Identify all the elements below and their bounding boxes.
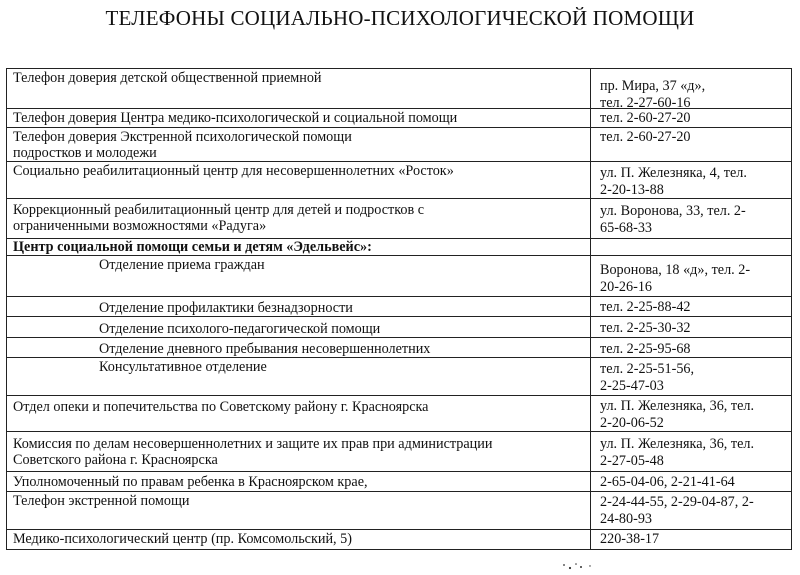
org-text: Комиссия по делам несовершеннолетних и защите их прав при администрации xyxy=(13,436,493,452)
org-text: Отделение психолого-педагогической помощи xyxy=(99,321,381,337)
org-text: Отдел опеки и попечительства по Советскому району г. Красноярска xyxy=(13,399,429,415)
contact-text: ул. Воронова, 33, тел. 2- xyxy=(600,203,746,219)
contact-text: ул. П. Железняка, 4, тел. xyxy=(600,165,747,181)
table-row xyxy=(6,432,792,472)
org-text: Консультативное отделение xyxy=(99,359,267,375)
org-cell xyxy=(6,396,591,431)
contact-text: пр. Мира, 37 «д», xyxy=(600,78,706,94)
table-row xyxy=(6,317,792,338)
org-cell xyxy=(6,162,591,198)
contact-text: тел. 2-25-30-32 xyxy=(600,320,691,336)
contact-cell xyxy=(591,199,792,238)
org-text: Центр социальной помощи семьи и детям «Эдельвейс»: xyxy=(13,239,372,255)
contact-text: 65-68-33 xyxy=(600,220,653,236)
org-text: Отделение дневного пребывания несовершеннолетних xyxy=(99,341,431,357)
table-row xyxy=(6,239,792,256)
contact-text: Воронова, 18 «д», тел. 2- xyxy=(600,262,751,278)
contact-cell xyxy=(591,162,792,198)
table-row xyxy=(6,492,792,530)
contact-cell xyxy=(591,239,792,255)
contact-cell xyxy=(591,530,792,549)
contact-cell xyxy=(591,358,792,395)
contact-text: тел. 2-27-60-16 xyxy=(600,95,691,111)
table-row xyxy=(6,358,792,396)
table-row xyxy=(6,530,792,550)
contact-text: 2-20-06-52 xyxy=(600,415,664,431)
org-text: Телефон доверия Экстренной психологической помощи xyxy=(13,129,352,145)
org-text: Телефон экстренной помощи xyxy=(13,493,190,509)
contact-cell xyxy=(591,128,792,161)
table-row xyxy=(6,472,792,492)
contact-text: 2-65-04-06, 2-21-41-64 xyxy=(600,474,735,490)
table-row xyxy=(6,199,792,239)
page-title: ТЕЛЕФОНЫ СОЦИАЛЬНО-ПСИХОЛОГИЧЕСКОЙ ПОМОЩИ xyxy=(105,6,695,30)
scan-noise xyxy=(560,560,600,575)
org-cell xyxy=(6,358,591,395)
contact-text: 2-27-05-48 xyxy=(600,453,664,469)
contact-cell xyxy=(591,338,792,357)
table-row xyxy=(6,256,792,297)
org-cell xyxy=(6,297,591,316)
org-cell xyxy=(6,338,591,357)
org-text: Отделение профилактики безнадзорности xyxy=(99,300,353,316)
org-cell xyxy=(6,472,591,491)
org-text: Коррекционный реабилитационный центр для детей и подростков с xyxy=(13,202,425,218)
org-text: Уполномоченный по правам ребенка в Красноярском крае, xyxy=(13,474,368,490)
table-row xyxy=(6,396,792,432)
org-cell xyxy=(6,256,591,296)
contact-cell xyxy=(591,396,792,431)
contact-cell xyxy=(591,109,792,127)
contact-text: 2-24-44-55, 2-29-04-87, 2- xyxy=(600,494,754,510)
table-row xyxy=(6,162,792,199)
contact-text: 2-20-13-88 xyxy=(600,182,664,198)
table-row xyxy=(6,128,792,162)
org-text: Советского района г. Красноярска xyxy=(13,452,218,468)
org-text: ограниченными возможностями «Радуга» xyxy=(13,218,267,234)
table-row xyxy=(6,68,792,109)
contact-text: 2-25-47-03 xyxy=(600,378,664,394)
contact-text: ул. П. Железняка, 36, тел. xyxy=(600,398,755,414)
contact-text: тел. 2-25-95-68 xyxy=(600,341,691,357)
org-cell xyxy=(6,492,591,529)
contact-cell xyxy=(591,69,792,111)
org-cell xyxy=(6,199,591,238)
contact-cell xyxy=(591,297,792,316)
contact-cell xyxy=(591,432,792,471)
org-text: подростков и молодежи xyxy=(13,145,157,161)
contact-text: 24-80-93 xyxy=(600,511,653,527)
table-row xyxy=(6,109,792,128)
org-text: Отделение приема граждан xyxy=(99,257,265,273)
org-cell xyxy=(6,109,591,127)
contact-text: тел. 2-60-27-20 xyxy=(600,129,691,145)
contact-text: 20-26-16 xyxy=(600,279,653,295)
org-cell xyxy=(6,69,591,108)
contact-text: тел. 2-60-27-20 xyxy=(600,110,691,126)
contact-cell xyxy=(591,317,792,337)
contact-cell xyxy=(591,472,792,491)
table-row xyxy=(6,297,792,317)
org-text: Телефон доверия детской общественной приемной xyxy=(13,70,322,86)
org-cell xyxy=(6,432,591,471)
table-row xyxy=(6,338,792,358)
contact-text: 220-38-17 xyxy=(600,531,660,547)
contact-cell xyxy=(591,492,792,529)
org-cell xyxy=(6,128,591,161)
contact-cell xyxy=(591,256,792,296)
org-cell xyxy=(6,239,591,255)
contact-text: тел. 2-25-88-42 xyxy=(600,299,691,315)
phone-table xyxy=(6,68,792,550)
scan-noise-dots xyxy=(560,560,600,572)
org-text: Социально реабилитационный центр для несовершеннолетних «Росток» xyxy=(13,163,454,179)
org-text: Медико-психологический центр (пр. Комсомольский, 5) xyxy=(13,531,352,547)
org-cell xyxy=(6,530,591,549)
contact-text: тел. 2-25-51-56, xyxy=(600,361,695,377)
org-text: Телефон доверия Центра медико-психологической и социальной помощи xyxy=(13,110,458,126)
org-cell xyxy=(6,317,591,337)
contact-text: ул. П. Железняка, 36, тел. xyxy=(600,436,755,452)
